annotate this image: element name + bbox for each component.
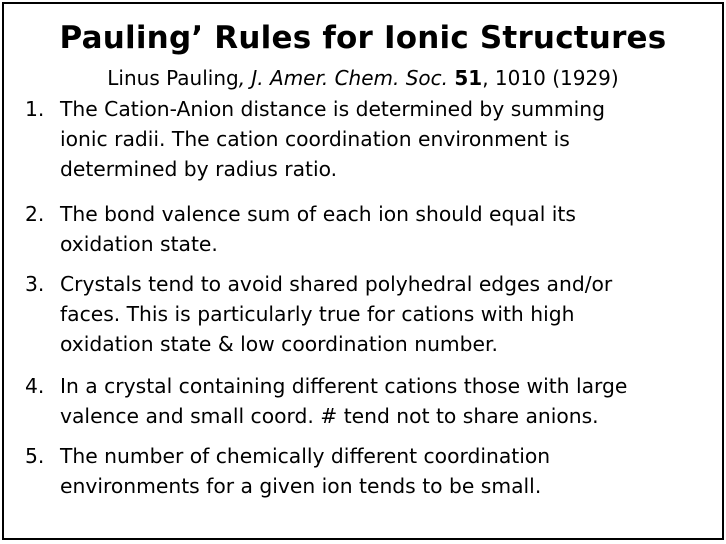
- rule-line: valence and small coord. # tend not to share anions.: [60, 404, 599, 428]
- rule-line: The number of chemically different coordination: [60, 444, 551, 468]
- rule-number: 1.: [25, 97, 45, 121]
- rule-text: [60, 371, 627, 431]
- rule-line: The Cation-Anion distance is determined by summing: [60, 97, 606, 121]
- rule-number: 4.: [25, 374, 45, 398]
- rule-line: oxidation state & low coordination number.: [60, 332, 498, 356]
- rule-line: Crystals tend to avoid shared polyhedral edges and/or: [60, 272, 613, 296]
- citation-author: Linus Pauling: [107, 66, 239, 90]
- rule-text: [60, 199, 576, 259]
- rule-line: In a crystal containing different cations those with large: [60, 374, 628, 398]
- rule-line: The bond valence sum of each ion should equal its: [60, 202, 576, 226]
- rule-number: 5.: [25, 444, 45, 468]
- rule-number: 2.: [25, 202, 45, 226]
- citation: [4, 66, 722, 90]
- citation-journal: , J. Amer. Chem. Soc.: [238, 66, 449, 90]
- citation-volume: 51: [454, 66, 483, 90]
- rule-text: [60, 94, 605, 184]
- rule-line: faces. This is particularly true for cations with high: [60, 302, 575, 326]
- rule-line: oxidation state.: [60, 232, 218, 256]
- rule-text: [60, 269, 612, 359]
- slide-title: Pauling’ Rules for Ionic Structures: [59, 20, 667, 56]
- slide: [2, 2, 724, 540]
- rule-text: [60, 441, 550, 501]
- rule-number: 3.: [25, 272, 45, 296]
- citation-pages-year: , 1010 (1929): [482, 66, 619, 90]
- rule-line: ionic radii. The cation coordination environment is: [60, 127, 570, 151]
- rule-line: environments for a given ion tends to be small.: [60, 474, 542, 498]
- rule-line: determined by radius ratio.: [60, 157, 338, 181]
